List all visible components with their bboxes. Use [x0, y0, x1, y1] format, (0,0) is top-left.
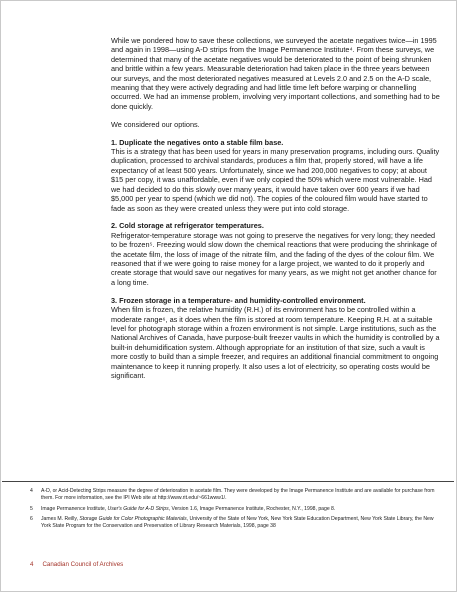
footnote-number: 5: [30, 505, 33, 512]
footnote-text: [41, 506, 435, 513]
section-heading: 1. Duplicate the negatives onto a stable film base.: [111, 137, 284, 147]
footnote-number: 6: [30, 516, 33, 522]
footnote-title: Storage Guide for Color Photographic Materials: [79, 516, 187, 522]
section-text: Refrigerator-temperature storage was not going to preserve the negatives for very long; they needed to be frozen⁵. Freezing would slow down the chemical reactions that were producing the shrinkage of the acetate film, the loss of image of the nitrate film, and the fading of the dyes of the colour film. We reasoned that if we were going to raise money for a large project, we wanted to do it properly and create storage that would save our negatives for many years, as we might not get another chance for a long time.: [111, 230, 437, 287]
options-paragraph: We considered our options.: [111, 119, 200, 129]
footnote-4: [30, 488, 435, 502]
main-body-text: [111, 36, 441, 389]
footnote-title: User's Guide for A-D Strips: [107, 505, 169, 512]
page-footer: [30, 561, 123, 568]
section-text: This is a strategy that has been used for years in many preservation programs, including ours. Quality duplication, processed to archival standards, produces a film that, properly stored, will have a life expectancy of at least 500 years. Unfortunately, since we had 200,000 negatives to copy; at about $15 per copy, it was unaffordable, even if we only copied the 50% which were most vulnerable. Had we had decided to do this slowly over many years, it would have taken over 600 years if we had $5,000 per year to spend (which we did not). The copies of the coloured film would have started to fade as soon as they were created unless they were put into cold storage.: [111, 147, 440, 213]
publisher-name: Canadian Council of Archives: [42, 561, 124, 568]
footnote-prefix: James M. Reilly,: [41, 516, 80, 522]
section-text: When film is frozen, the relative humidity (R.H.) of its environment has to be controlled within a moderate range⁶, as it does when the film is stored at room temperature. Keeping R.H. at a suitable level for photograph storage within a frozen environment is not simple. Large institutions, such as the National Archives of Canada, have purpose-built freezer vaults in which the humidity is controlled by a built-in dehumidification system. Although appropriate for an institution of that size, such a vault is more costly to build than a simple freezer, and requires an additional financial commitment to ongoing maintenance to keep it running properly. It also uses a lot of electricity, so operating costs would be significant.: [111, 305, 440, 380]
option-section-1: [111, 138, 441, 213]
footnotes: [30, 488, 435, 534]
page-number: 4: [30, 561, 34, 568]
footnote-suffix: , University of the State of New York, New York State Education Department, New York State Library, the New York State Program for the Conservation and Preservation of Library Research Materials, 1998, page 38: [41, 516, 434, 529]
footnote-divider: [2, 481, 454, 482]
footnote-number: 4: [30, 488, 33, 494]
intro-paragraph: While we pondered how to save these collections, we surveyed the acetate negatives twice—in 1995 and again in 1998—using A-D strips from the Image Permanence Institute⁴. From these surveys, we determined that many of the acetate negatives would be deteriorated to the point of being shrunken and brittle within a few years. Measurable deterioration had taken place in the three years between our surveys, and the most deteriorated negatives measured at Levels 2.0 and 2.5 on the A-D scale, meaning that they were actively degrading and had little time left before warping or channelling occurred. We had an immense problem, involving very important collections, and something had to be done quickly.: [111, 36, 440, 111]
footnote-suffix: , Version 1.6, Image Permanence Institute, Rochester, N.Y., 1998, page 8.: [168, 505, 336, 512]
footnote-text: A-D, or Acid-Detecting Strips measure the degree of deterioration in acetate film. They were developed by the Image Permanence Institute and are available for purchase from them. For more information, see the IPI Web site at http://www.rit.edu/~661www1/.: [41, 488, 435, 501]
option-section-3: [111, 296, 441, 381]
footnote-6: [30, 516, 435, 530]
section-heading: 3. Frozen storage in a temperature- and humidity-controlled environment.: [111, 295, 366, 305]
option-section-2: [111, 221, 441, 287]
section-heading: 2. Cold storage at refrigerator temperatures.: [111, 221, 264, 231]
footnote-5: [30, 506, 435, 513]
footnote-text: [41, 516, 435, 530]
footnote-prefix: Image Permanence Institute,: [41, 505, 108, 512]
